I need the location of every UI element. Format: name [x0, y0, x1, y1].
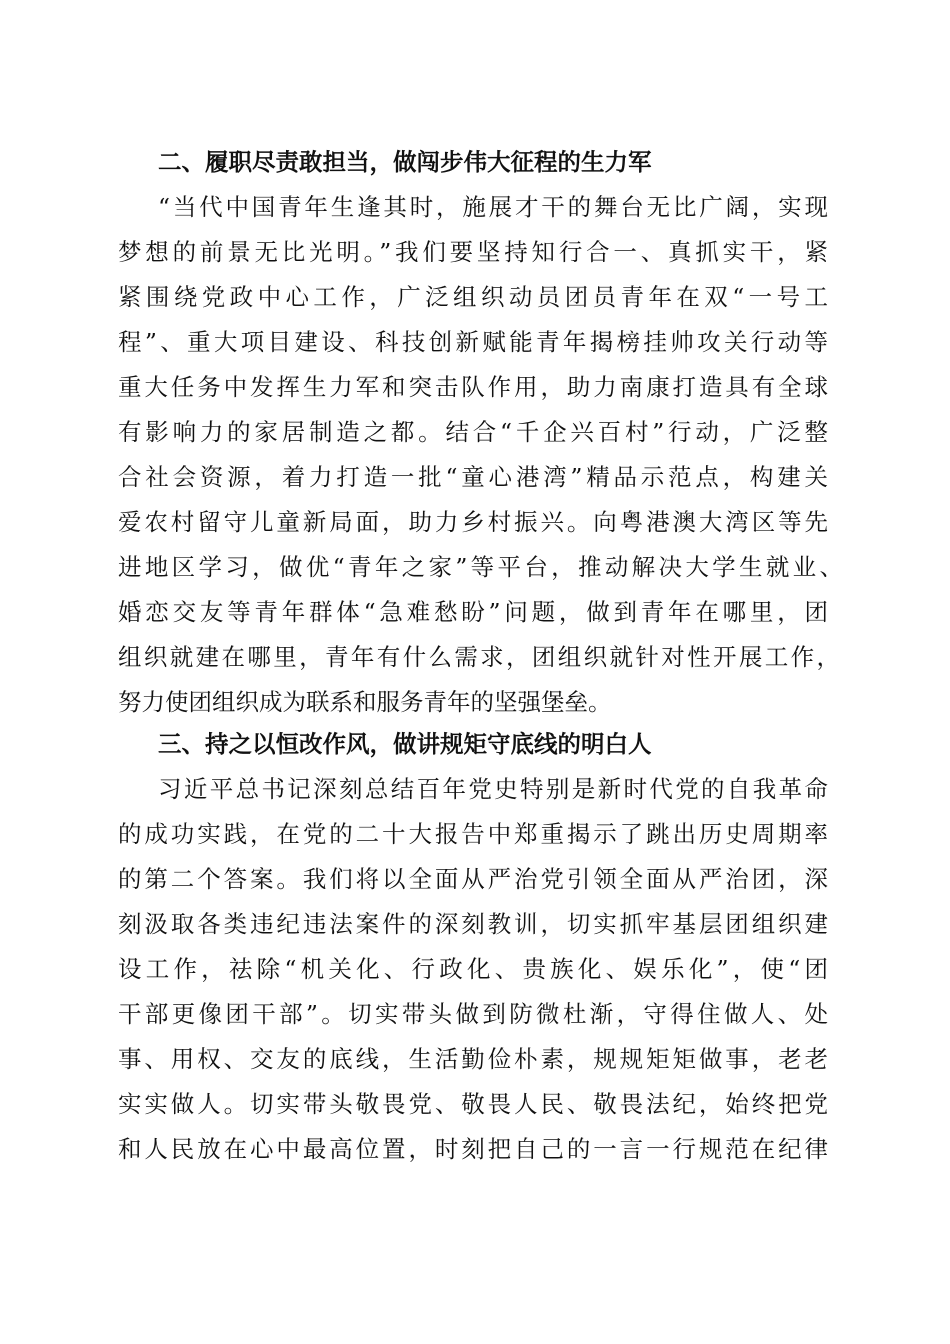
section-2-line-1: “当代中国青年生逢其时，施展才干的舞台无比广阔，实现 — [158, 193, 828, 221]
section-3-line-7: 事、用权、交友的底线，生活勤俭朴素，规规矩矩做事，老老 — [118, 1045, 828, 1073]
section-3-line-2: 的成功实践，在党的二十大报告中郑重揭示了跳出历史周期率 — [118, 820, 828, 848]
section-3-line-1: 习近平总书记深刻总结百年党史特别是新时代党的自我革命 — [158, 775, 828, 803]
section-2-line-7: 合社会资源，着力打造一批“童心港湾”精品示范点，构建关 — [118, 463, 828, 491]
section-2-line-3: 紧围绕党政中心工作，广泛组织动员团员青年在双“一号工 — [118, 283, 828, 311]
section-2-line-6: 有影响力的家居制造之都。结合“千企兴百村”行动，广泛整 — [118, 418, 828, 446]
section-2-heading: 二、履职尽责敢担当，做闯步伟大征程的生力军 — [158, 148, 652, 176]
section-2-line-11: 组织就建在哪里，青年有什么需求，团组织就针对性开展工作， — [118, 643, 840, 671]
section-2-line-4: 程”、重大项目建设、科技创新赋能青年揭榜挂帅攻关行动等 — [118, 328, 828, 356]
section-3-line-4: 刻汲取各类违纪违法案件的深刻教训，切实抓牢基层团组织建 — [118, 910, 828, 938]
section-2-line-5: 重大任务中发挥生力军和突击队作用，助力南康打造具有全球 — [118, 373, 828, 401]
section-3-line-6: 干部更像团干部”。切实带头做到防微杜渐，守得住做人、处 — [118, 1000, 828, 1028]
section-3-heading: 三、持之以恒改作风，做讲规矩守底线的明白人 — [158, 730, 652, 758]
section-2-line-10: 婚恋交友等青年群体“急难愁盼”问题，做到青年在哪里，团 — [118, 598, 828, 626]
section-3-line-9: 和人民放在心中最高位置，时刻把自己的一言一行规范在纪律 — [118, 1135, 828, 1163]
section-3-line-5: 设工作，祛除“机关化、行政化、贵族化、娱乐化”，使“团 — [118, 955, 828, 983]
section-3-line-8: 实实做人。切实带头敬畏党、敬畏人民、敬畏法纪，始终把党 — [118, 1090, 828, 1118]
section-2-line-12: 努力使团组织成为联系和服务青年的坚强堡垒。 — [118, 688, 612, 716]
section-2-line-8: 爱农村留守儿童新局面，助力乡村振兴。向粤港澳大湾区等先 — [118, 508, 828, 536]
section-3-line-3: 的第二个答案。我们将以全面从严治党引领全面从严治团，深 — [118, 865, 828, 893]
section-2-line-9: 进地区学习，做优“青年之家”等平台，推动解决大学生就业、 — [118, 553, 843, 581]
section-2-line-2: 梦想的前景无比光明。”我们要坚持知行合一、真抓实干，紧 — [118, 238, 828, 266]
